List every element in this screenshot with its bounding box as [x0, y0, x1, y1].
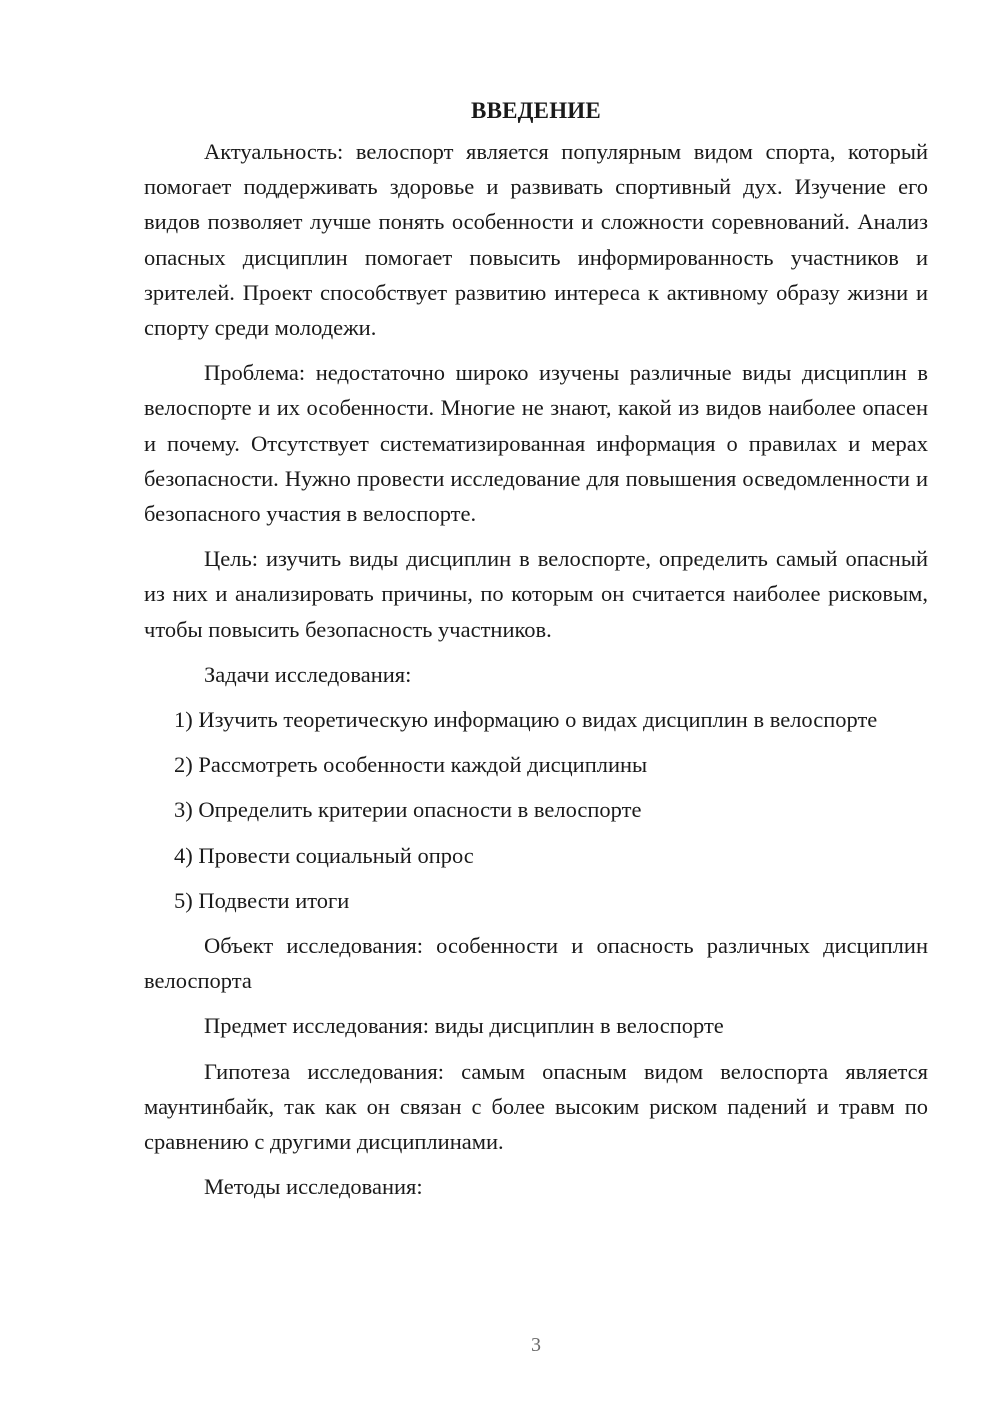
- subject-paragraph: Предмет исследования: виды дисциплин в велоспорте: [204, 1013, 724, 1039]
- list-item: 2) Рассмотреть особенности каждой дисциплины: [174, 752, 648, 778]
- tasks-list: [144, 702, 928, 918]
- page-title: ВВЕДЕНИЕ: [471, 98, 601, 123]
- problem-paragraph: Проблема: недостаточно широко изучены различные виды дисциплин в велоспорте и их особенности. Многие не знают, какой из видов наиболее опасен и почему. Отсутствует систематизированная информация о правилах и мерах безопасности. Нужно провести исследование для повышения осведомленности и безопасного участия в велоспорте.: [144, 360, 928, 527]
- list-item: 4) Провести социальный опрос: [174, 842, 474, 868]
- document-page: [144, 96, 928, 1214]
- tasks-heading: Задачи исследования:: [204, 661, 412, 687]
- page-number: 3: [531, 1334, 541, 1356]
- list-item: 5) Подвести итоги: [174, 887, 350, 913]
- hypothesis-paragraph: Гипотеза исследования: самым опасным видом велоспорта является маунтинбайк, так как он связан с более высоким риском падений и травм по сравнению с другими дисциплинами.: [144, 1058, 928, 1155]
- list-item: 1) Изучить теоретическую информацию о видах дисциплин в велоспорте: [174, 707, 878, 733]
- relevance-paragraph: Актуальность: велоспорт является популярным видом спорта, который помогает поддерживать здоровье и развивать спортивный дух. Изучение его видов позволяет лучше понять особенности и сложности соревнований. Анализ опасных дисциплин помогает повысить информированность участников и зрителей. Проект способствует развитию интереса к активному образу жизни и спорту среди молодежи.: [144, 139, 928, 341]
- goal-paragraph: Цель: изучить виды дисциплин в велоспорте, определить самый опасный из них и анализировать причины, по которым он считается наиболее рисковым, чтобы повысить безопасность участников.: [144, 546, 928, 642]
- list-item: 3) Определить критерии опасности в велоспорте: [174, 797, 642, 823]
- object-paragraph: Объект исследования: особенности и опасность различных дисциплин велоспорта: [144, 933, 928, 994]
- methods-heading: Методы исследования:: [204, 1174, 423, 1200]
